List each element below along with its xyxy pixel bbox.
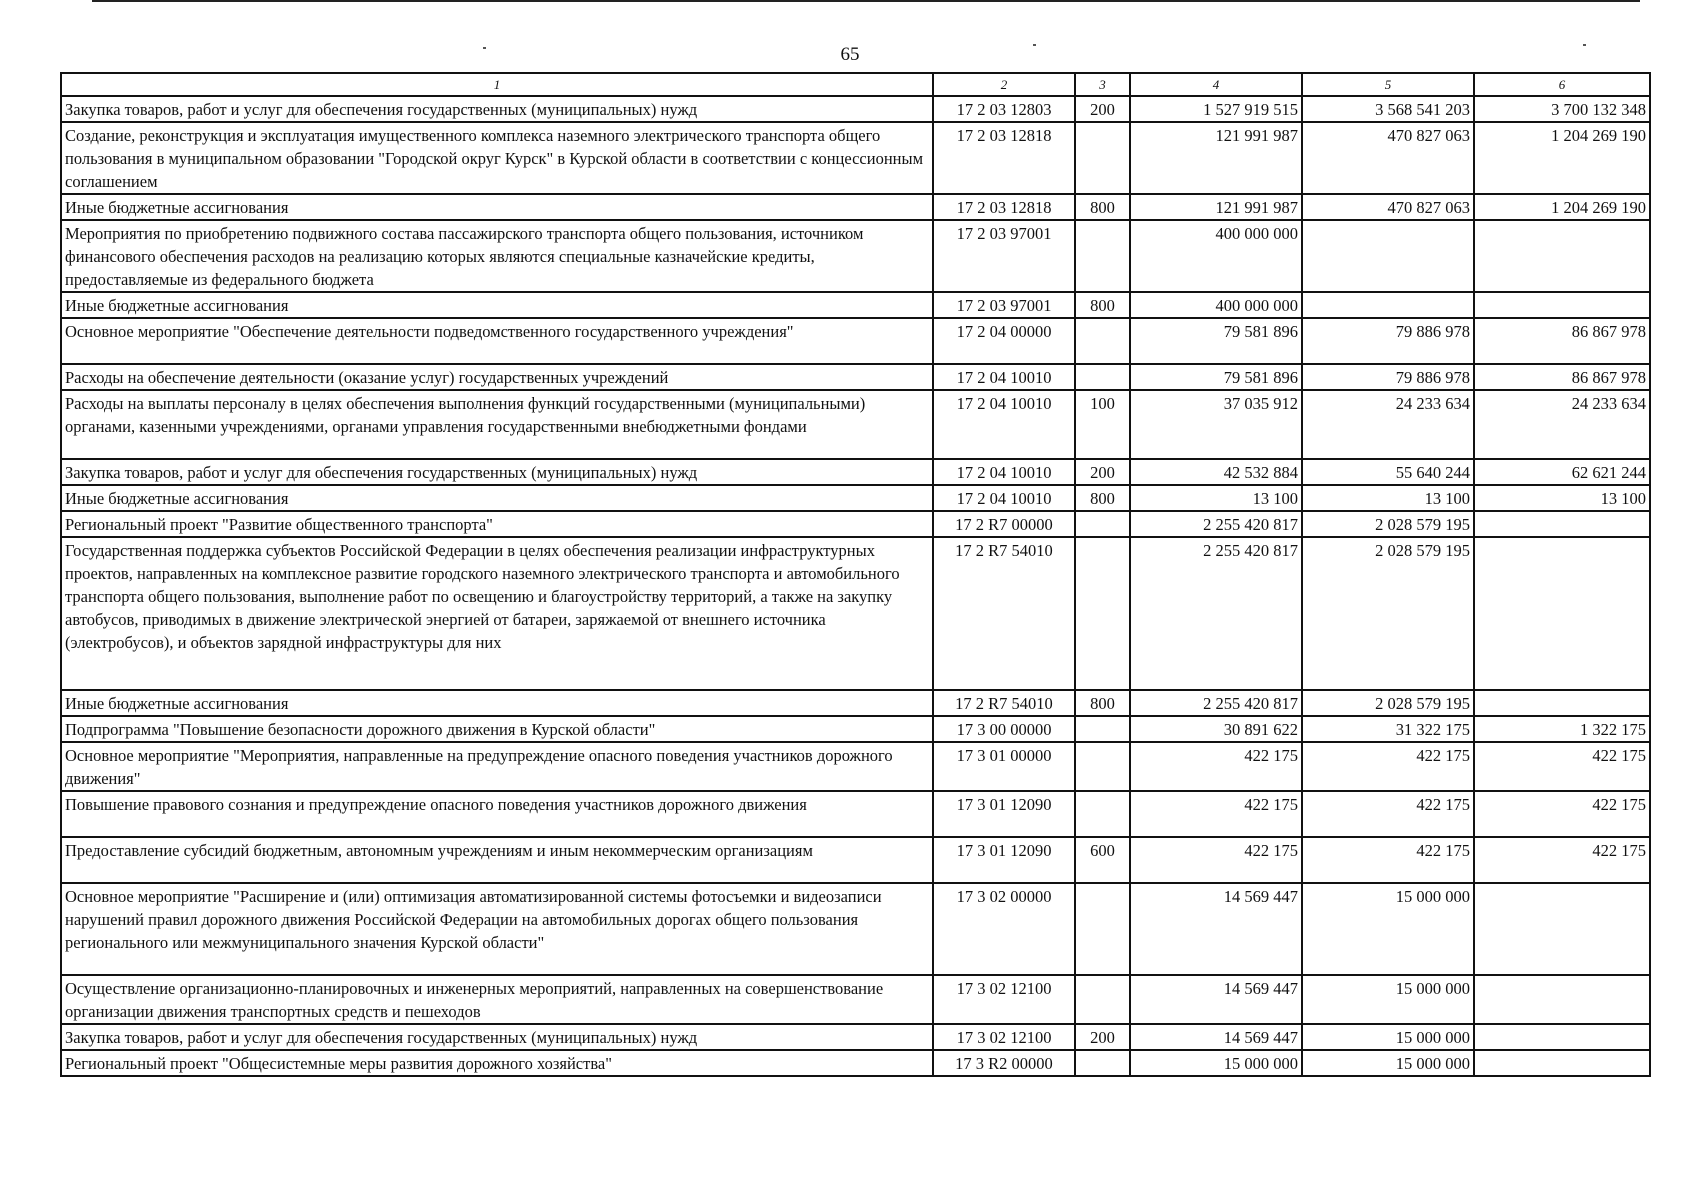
row-amount-col5: 31 322 175: [1302, 716, 1474, 742]
row-amount-col6: [1474, 511, 1650, 537]
row-code: 17 3 01 12090: [933, 791, 1075, 837]
row-code: 17 3 R2 00000: [933, 1050, 1075, 1076]
row-code: 17 2 R7 54010: [933, 537, 1075, 690]
row-name: Осуществление организационно-планировочных и инженерных мероприятий, направленных на совершенствование организации движения транспортных средств и пешеходов: [61, 975, 933, 1024]
row-amount-col4: 14 569 447: [1130, 883, 1302, 975]
row-amount-col4: 2 255 420 817: [1130, 511, 1302, 537]
column-number-1: 1: [61, 73, 933, 96]
column-number-5: 5: [1302, 73, 1474, 96]
row-code: 17 2 R7 54010: [933, 690, 1075, 716]
row-amount-col6: 1 204 269 190: [1474, 194, 1650, 220]
row-name: Расходы на обеспечение деятельности (оказание услуг) государственных учреждений: [61, 364, 933, 390]
row-expense-type: [1075, 975, 1130, 1024]
table-row: [61, 837, 1650, 883]
row-expense-type: [1075, 1050, 1130, 1076]
row-amount-col5: 422 175: [1302, 837, 1474, 883]
row-expense-type: [1075, 220, 1130, 292]
row-amount-col4: 14 569 447: [1130, 975, 1302, 1024]
table-row: [61, 883, 1650, 975]
table-row: [61, 791, 1650, 837]
row-name: Основное мероприятие "Расширение и (или) оптимизация автоматизированной системы фотосъемки и видеозаписи нарушений правил дорожного движения Российской Федерации на автомобильных дорогах общего пользования регионального или межмуниципального значения Курской области": [61, 883, 933, 975]
row-amount-col6: 86 867 978: [1474, 364, 1650, 390]
row-amount-col6: 422 175: [1474, 742, 1650, 791]
table-row: [61, 975, 1650, 1024]
table-row: [61, 220, 1650, 292]
row-amount-col5: 24 233 634: [1302, 390, 1474, 459]
row-name: Подпрограмма "Повышение безопасности дорожного движения в Курской области": [61, 716, 933, 742]
table-row: [61, 742, 1650, 791]
table-row: [61, 1024, 1650, 1050]
row-amount-col4: 121 991 987: [1130, 194, 1302, 220]
row-amount-col4: 422 175: [1130, 837, 1302, 883]
column-number-2: 2: [933, 73, 1075, 96]
row-expense-type: [1075, 742, 1130, 791]
row-amount-col6: [1474, 883, 1650, 975]
row-name: Иные бюджетные ассигнования: [61, 292, 933, 318]
row-name: Государственная поддержка субъектов Российской Федерации в целях обеспечения реализации инфраструктурных проектов, направленных на комплексное развитие городского наземного электрического транспорта и автомобильного транспорта общего пользования, выполнение работ по освещению и благоустройству территорий, а также на закупку автобусов, приводимых в движение электрической энергией от батареи, заряжаемой от внешнего источника (электробусов), и объектов зарядной инфраструктуры для них: [61, 537, 933, 690]
row-amount-col6: [1474, 690, 1650, 716]
row-code: 17 2 03 97001: [933, 220, 1075, 292]
row-amount-col5: 422 175: [1302, 742, 1474, 791]
row-amount-col6: [1474, 1024, 1650, 1050]
row-code: 17 3 00 00000: [933, 716, 1075, 742]
row-amount-col4: 422 175: [1130, 791, 1302, 837]
row-name: Основное мероприятие "Обеспечение деятельности подведомственного государственного учреждения": [61, 318, 933, 364]
table-row: [61, 318, 1650, 364]
row-expense-type: 800: [1075, 292, 1130, 318]
row-amount-col4: 400 000 000: [1130, 292, 1302, 318]
row-code: 17 2 04 10010: [933, 390, 1075, 459]
table-row: [61, 1050, 1650, 1076]
row-code: 17 3 01 00000: [933, 742, 1075, 791]
row-code: 17 2 04 10010: [933, 485, 1075, 511]
row-name: Повышение правового сознания и предупреждение опасного поведения участников дорожного движения: [61, 791, 933, 837]
row-amount-col5: 55 640 244: [1302, 459, 1474, 485]
row-amount-col5: 79 886 978: [1302, 318, 1474, 364]
row-expense-type: 200: [1075, 459, 1130, 485]
row-amount-col6: 62 621 244: [1474, 459, 1650, 485]
row-amount-col6: [1474, 1050, 1650, 1076]
row-amount-col5: 2 028 579 195: [1302, 690, 1474, 716]
row-code: 17 2 03 12803: [933, 96, 1075, 122]
table-row: [61, 485, 1650, 511]
row-expense-type: [1075, 716, 1130, 742]
table-row: [61, 194, 1650, 220]
row-code: 17 2 04 10010: [933, 364, 1075, 390]
table-row: [61, 537, 1650, 690]
row-code: 17 2 03 12818: [933, 194, 1075, 220]
row-amount-col4: 13 100: [1130, 485, 1302, 511]
row-amount-col4: 2 255 420 817: [1130, 537, 1302, 690]
row-name: Основное мероприятие "Мероприятия, направленные на предупреждение опасного поведения участников дорожного движения": [61, 742, 933, 791]
row-code: 17 3 02 00000: [933, 883, 1075, 975]
row-amount-col4: 79 581 896: [1130, 318, 1302, 364]
row-amount-col5: [1302, 292, 1474, 318]
row-amount-col5: 15 000 000: [1302, 883, 1474, 975]
row-name: Предоставление субсидий бюджетным, автономным учреждениям и иным некоммерческим организациям: [61, 837, 933, 883]
row-amount-col4: 121 991 987: [1130, 122, 1302, 194]
row-code: 17 3 02 12100: [933, 975, 1075, 1024]
budget-table: [60, 72, 1651, 1077]
row-amount-col5: [1302, 220, 1474, 292]
row-amount-col5: 13 100: [1302, 485, 1474, 511]
row-amount-col4: 400 000 000: [1130, 220, 1302, 292]
row-expense-type: [1075, 791, 1130, 837]
row-name: Закупка товаров, работ и услуг для обеспечения государственных (муниципальных) нужд: [61, 1024, 933, 1050]
page-number: 65: [840, 44, 860, 65]
row-amount-col6: 13 100: [1474, 485, 1650, 511]
row-name: Иные бюджетные ассигнования: [61, 690, 933, 716]
top-border-line: [92, 0, 1640, 2]
row-amount-col4: 2 255 420 817: [1130, 690, 1302, 716]
row-name: Закупка товаров, работ и услуг для обеспечения государственных (муниципальных) нужд: [61, 96, 933, 122]
row-code: 17 2 04 00000: [933, 318, 1075, 364]
table-body: [61, 96, 1650, 1076]
row-name: Создание, реконструкция и эксплуатация имущественного комплекса наземного электрического транспорта общего пользования в муниципальном образовании "Городской округ Курск" в Курской области в соответствии с концессионным соглашением: [61, 122, 933, 194]
row-amount-col6: 422 175: [1474, 791, 1650, 837]
row-amount-col6: [1474, 537, 1650, 690]
row-expense-type: [1075, 511, 1130, 537]
row-amount-col4: 1 527 919 515: [1130, 96, 1302, 122]
row-name: Мероприятия по приобретению подвижного состава пассажирского транспорта общего пользования, источником финансового обеспечения расходов на реализацию которых являются специальные казначейские кредиты, предоставляемые из федерального бюджета: [61, 220, 933, 292]
row-code: 17 3 01 12090: [933, 837, 1075, 883]
row-amount-col4: 79 581 896: [1130, 364, 1302, 390]
table-row: [61, 364, 1650, 390]
row-amount-col6: 422 175: [1474, 837, 1650, 883]
row-name: Региональный проект "Развитие общественного транспорта": [61, 511, 933, 537]
row-amount-col6: [1474, 975, 1650, 1024]
table-header-row: [61, 73, 1650, 96]
row-amount-col5: 3 568 541 203: [1302, 96, 1474, 122]
row-code: 17 2 03 97001: [933, 292, 1075, 318]
row-amount-col4: 37 035 912: [1130, 390, 1302, 459]
column-number-4: 4: [1130, 73, 1302, 96]
row-code: 17 2 03 12818: [933, 122, 1075, 194]
table-row: [61, 716, 1650, 742]
row-amount-col6: 1 204 269 190: [1474, 122, 1650, 194]
row-amount-col5: 470 827 063: [1302, 194, 1474, 220]
row-name: Иные бюджетные ассигнования: [61, 194, 933, 220]
row-expense-type: 800: [1075, 194, 1130, 220]
row-amount-col5: 15 000 000: [1302, 1024, 1474, 1050]
table-row: [61, 292, 1650, 318]
row-amount-col4: 15 000 000: [1130, 1050, 1302, 1076]
row-amount-col5: 2 028 579 195: [1302, 511, 1474, 537]
row-code: 17 3 02 12100: [933, 1024, 1075, 1050]
row-expense-type: 200: [1075, 96, 1130, 122]
row-amount-col5: 470 827 063: [1302, 122, 1474, 194]
row-amount-col5: 15 000 000: [1302, 975, 1474, 1024]
row-amount-col6: [1474, 220, 1650, 292]
row-expense-type: [1075, 537, 1130, 690]
row-expense-type: 600: [1075, 837, 1130, 883]
column-number-6: 6: [1474, 73, 1650, 96]
row-expense-type: 100: [1075, 390, 1130, 459]
row-amount-col5: 422 175: [1302, 791, 1474, 837]
row-amount-col6: 24 233 634: [1474, 390, 1650, 459]
row-amount-col5: 15 000 000: [1302, 1050, 1474, 1076]
table-row: [61, 122, 1650, 194]
row-name: Иные бюджетные ассигнования: [61, 485, 933, 511]
row-amount-col4: 422 175: [1130, 742, 1302, 791]
table-row: [61, 690, 1650, 716]
row-amount-col6: [1474, 292, 1650, 318]
row-amount-col5: 2 028 579 195: [1302, 537, 1474, 690]
row-expense-type: [1075, 122, 1130, 194]
row-amount-col6: 1 322 175: [1474, 716, 1650, 742]
column-number-3: 3: [1075, 73, 1130, 96]
row-name: Региональный проект "Общесистемные меры развития дорожного хозяйства": [61, 1050, 933, 1076]
table-row: [61, 96, 1650, 122]
row-expense-type: 800: [1075, 485, 1130, 511]
row-amount-col4: 30 891 622: [1130, 716, 1302, 742]
row-amount-col4: 14 569 447: [1130, 1024, 1302, 1050]
row-amount-col4: 42 532 884: [1130, 459, 1302, 485]
row-expense-type: 800: [1075, 690, 1130, 716]
table-row: [61, 511, 1650, 537]
row-expense-type: [1075, 318, 1130, 364]
row-expense-type: [1075, 883, 1130, 975]
table-row: [61, 459, 1650, 485]
table-row: [61, 390, 1650, 459]
row-name: Закупка товаров, работ и услуг для обеспечения государственных (муниципальных) нужд: [61, 459, 933, 485]
row-expense-type: 200: [1075, 1024, 1130, 1050]
row-amount-col6: 86 867 978: [1474, 318, 1650, 364]
row-expense-type: [1075, 364, 1130, 390]
row-name: Расходы на выплаты персоналу в целях обеспечения выполнения функций государственными (муниципальными) органами, казенными учреждениями, органами управления государственными внебюджетными фондами: [61, 390, 933, 459]
row-amount-col6: 3 700 132 348: [1474, 96, 1650, 122]
row-code: 17 2 04 10010: [933, 459, 1075, 485]
row-amount-col5: 79 886 978: [1302, 364, 1474, 390]
row-code: 17 2 R7 00000: [933, 511, 1075, 537]
